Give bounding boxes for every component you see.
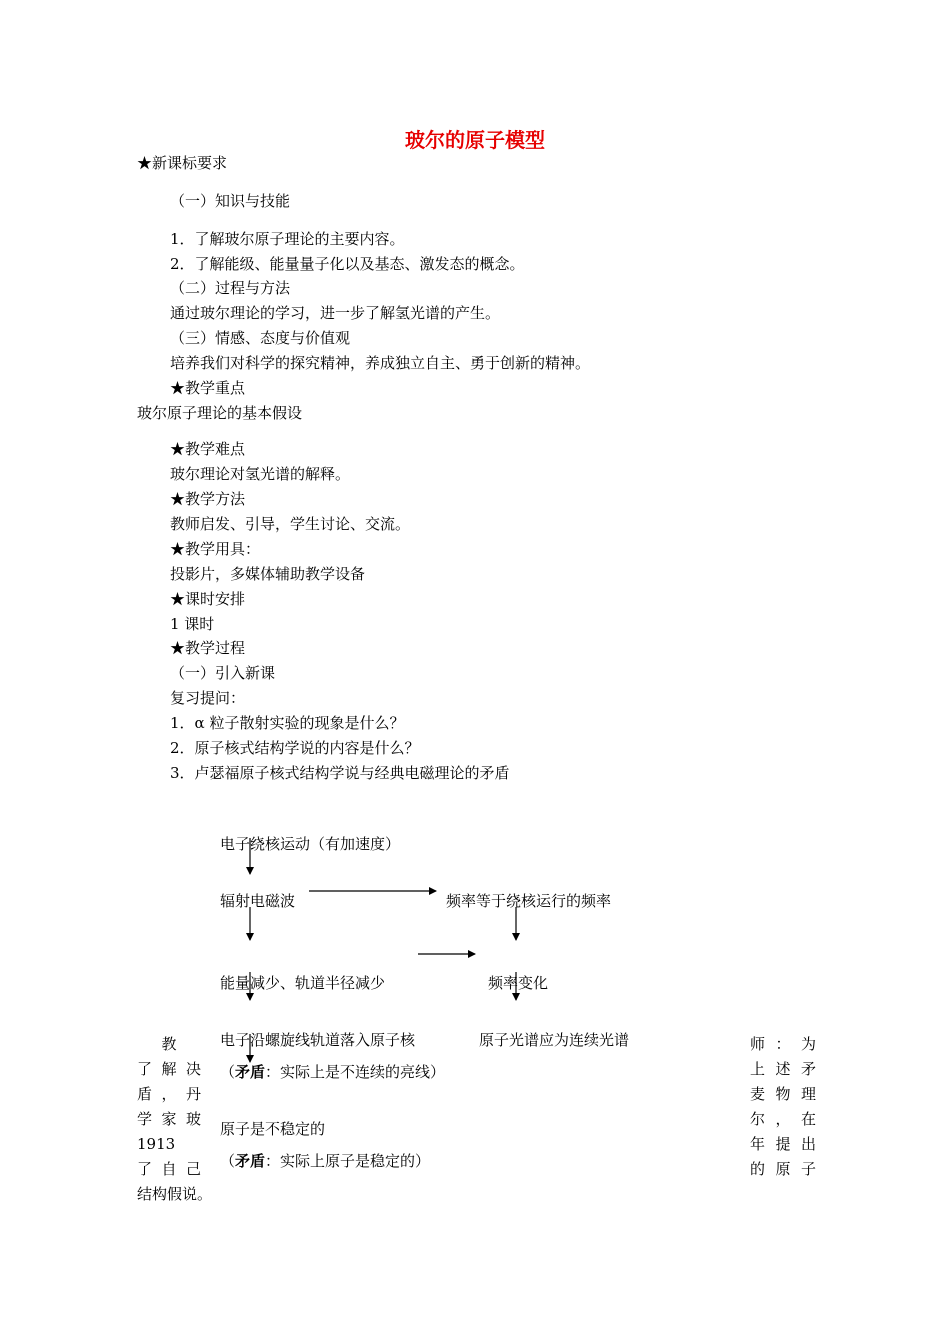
time-text: 1 课时 xyxy=(170,615,215,633)
text-line: 上 述 矛 xyxy=(750,1060,816,1078)
time-heading: ★课时安排 xyxy=(170,590,246,608)
standards-heading: ★新课标要求 xyxy=(137,154,228,172)
teacher-text-left xyxy=(137,1032,213,1207)
text-line: 教 xyxy=(161,1035,177,1053)
contradiction-label: 矛盾 xyxy=(235,1063,266,1081)
contradiction-2 xyxy=(220,1151,430,1171)
text-line: 1913 xyxy=(137,1135,176,1153)
diagram-node-unstable: 原子是不稳定的 xyxy=(220,1120,326,1138)
contradiction-paren: （ xyxy=(220,1152,236,1170)
knowledge-heading: （一）知识与技能 xyxy=(170,192,291,210)
diagram-node-spiral-fall: 电子沿螺旋线轨道落入原子核 xyxy=(220,1031,416,1049)
text-line: 学 家 玻 xyxy=(137,1110,201,1128)
tools-heading: ★教学用具： xyxy=(170,540,261,558)
tools-text: 投影片，多媒体辅助教学设备 xyxy=(170,565,366,583)
diagram-node-energy-decrease: 能量减少、轨道半径减少 xyxy=(220,974,386,992)
text-line: 的 原 子 xyxy=(750,1160,816,1178)
key-heading: ★教学重点 xyxy=(170,379,246,397)
contradiction-paren: （ xyxy=(220,1063,236,1081)
knowledge-item-2: 2．了解能级、能量量子化以及基态、激发态的概念。 xyxy=(170,255,525,273)
method-heading: ★教学方法 xyxy=(170,490,246,508)
diagram-node-radiation: 辐射电磁波 xyxy=(220,892,296,910)
emotion-heading: （三）情感、态度与价值观 xyxy=(170,329,351,347)
text-line: 了 解 决 xyxy=(137,1060,201,1078)
contradiction-text: ：实际上原子是稳定的） xyxy=(265,1152,431,1170)
review-item-2: 2．原子核式结构学说的内容是什么？ xyxy=(170,739,420,757)
knowledge-item-1: 1．了解玻尔原子理论的主要内容。 xyxy=(170,230,405,248)
teacher-text-right xyxy=(750,1032,816,1182)
text-line: 麦 物 理 xyxy=(750,1085,816,1103)
process2-heading: ★教学过程 xyxy=(170,639,246,657)
difficulty-heading: ★教学难点 xyxy=(170,440,246,458)
difficulty-text: 玻尔理论对氢光谱的解释。 xyxy=(170,465,351,483)
process-text: 通过玻尔理论的学习，进一步了解氢光谱的产生。 xyxy=(170,304,501,322)
intro-heading: （一）引入新课 xyxy=(170,664,276,682)
text-line: 师 ： 为 xyxy=(750,1035,816,1053)
contradiction-label: 矛盾 xyxy=(235,1152,266,1170)
review-item-3: 3．卢瑟福原子核式结构学说与经典电磁理论的矛盾 xyxy=(170,764,510,782)
method-text: 教师启发、引导，学生讨论、交流。 xyxy=(170,515,411,533)
process-heading: （二）过程与方法 xyxy=(170,279,291,297)
text-line: 盾 ， 丹 xyxy=(137,1085,201,1103)
diagram-node-frequency-equal: 频率等于绕核运行的频率 xyxy=(446,892,612,910)
review-heading: 复习提问： xyxy=(170,689,246,707)
diagram-node-continuous-spectrum: 原子光谱应为连续光谱 xyxy=(479,1031,630,1049)
contradiction-text: ：实际上是不连续的亮线） xyxy=(265,1063,446,1081)
contradiction-1 xyxy=(220,1062,445,1082)
emotion-text: 培养我们对科学的探究精神，养成独立自主、勇于创新的精神。 xyxy=(170,354,591,372)
text-line: 尔 ， 在 xyxy=(750,1110,816,1128)
diagram-node-electron-motion: 电子绕核运动（有加速度） xyxy=(220,835,401,853)
key-text: 玻尔原子理论的基本假设 xyxy=(137,404,303,422)
text-line: 了 自 己 xyxy=(137,1160,201,1178)
page-title: 玻尔的原子模型 xyxy=(405,128,545,152)
text-line: 结构假说。 xyxy=(137,1185,213,1203)
text-line: 年 提 出 xyxy=(750,1135,816,1153)
diagram-node-frequency-change: 频率变化 xyxy=(488,974,549,992)
review-item-1: 1．α 粒子散射实验的现象是什么？ xyxy=(170,714,405,732)
